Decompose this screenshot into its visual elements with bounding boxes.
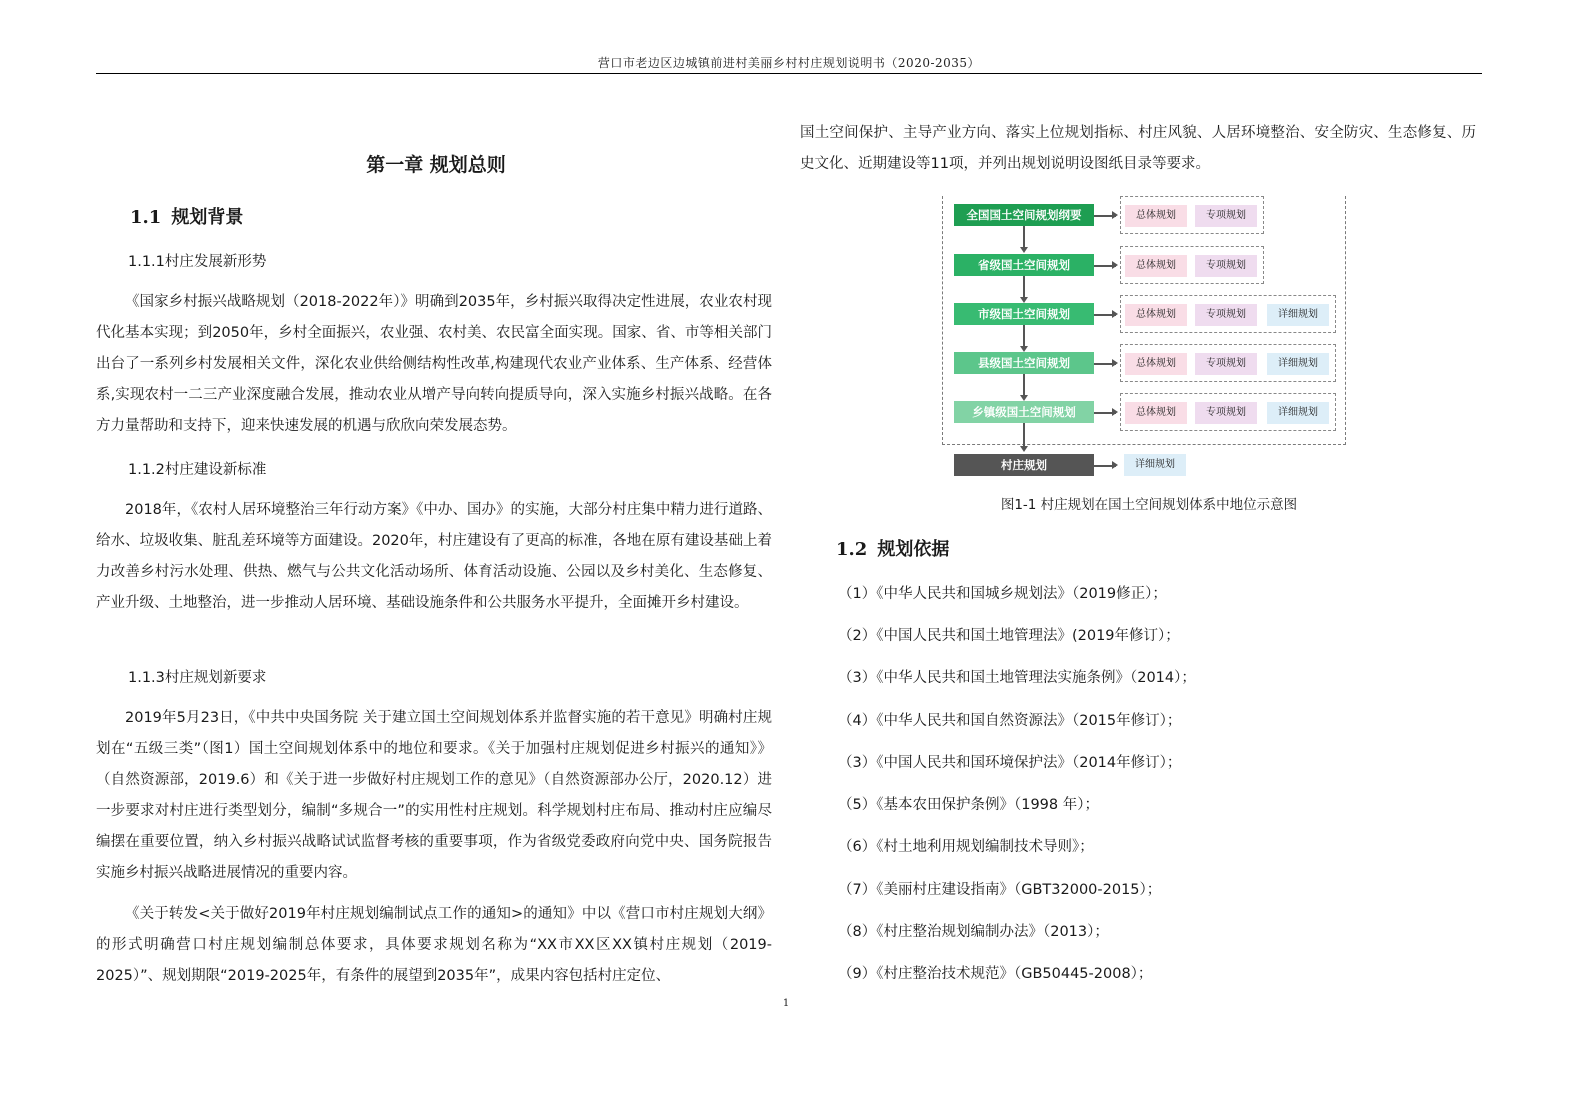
subsection-heading-1-1-1: 1.1.1村庄发展新形势 [128,254,267,270]
arrow-right [1094,412,1116,414]
paragraph-construction-standard: 2018年，《农村人居环境整治三年行动方案》《中办、国办》的实施，大部分村庄集中精力进行道路、给水、垃圾收集、脏乱差环境等方面建设。2020年，村庄建设有了更高的标准，各地在原有建设基础上着力改善乡村污水处理、供热、燃气与公共文化活动场所、体育活动设施、公园以及乡村美化、生态修复、产业升级、土地整治，进一步推动人居环境、基础设施条件和公共服务水平提升，全面摊开乡村建设。 [96,502,772,611]
arrow-right [1094,314,1116,316]
connector-line [1023,226,1025,248]
arrow-down [1020,247,1028,253]
level-village: 村庄规划 [954,454,1094,476]
arrow-right [1094,265,1116,267]
section-number: 1.1 [130,207,162,228]
paragraph-development-trend: 《国家乡村振兴战略规划（2018-2022年）》明确到2035年，乡村振兴取得决定性进展，农业农村现代化基本实现；到2050年，乡村全面振兴，农业强、农村美、农民富全面实现。国家、省、市等相关部门出台了一系列乡村发展相关文件，深化农业供给侧结构性改革,构建现代农业产业体系、生产体系、经营体系,实现农村一二三产业深度融合发展，推动农业从增产导向转向提质导向，深入实施乡村振兴战略。在各方力量帮助和支持下，迎来快速发展的机遇与欣欣向荣发展态势。 [96,294,772,434]
section-title: 规划背景 [171,207,244,228]
basis-item: （3）《中国人民共和国环境保护法》（2014年修订）； [838,755,1182,771]
basis-item: （9）《村庄整治技术规范》（GB50445-2008）； [838,966,1153,982]
page-number: 1 [782,998,790,1009]
tag-master-plan: 总体规划 [1125,205,1187,227]
arrow-right [1094,363,1116,365]
plan-type-group-municipal [1120,295,1336,333]
level-county: 县级国土空间规划 [954,352,1094,374]
plan-type-group-national [1120,196,1264,234]
paragraph-yingkou-outline-continued: 国土空间保护、主导产业方向、落实上位规划指标、村庄风貌、人居环境整治、安全防灾、生态修复、历史文化、近期建设等11项，并列出规划说明设图纸目录等要求。 [800,125,1476,172]
paragraph-planning-requirement: 2019年5月23日，《中共中央国务院 关于建立国土空间规划体系并监督实施的若干意见》明确村庄规划在“五级三类”（图1）国土空间规划体系中的地位和要求。《关于加强村庄规划促进乡村振兴的通知》》（自然资源部，2019.6）和《关于进一步做好村庄规划工作的意见》（自然资源部办公厅，2020.12）进一步要求对村庄进行类型划分，编制“多规合一”的实用性村庄规划。科学规划村庄布局、推动村庄应编尽编摆在重要位置，纳入乡村振兴战略试试监督考核的重要事项，作为省级党委政府向党中央、国务院报告实施乡村振兴战略进展情况的重要内容。 [96,710,772,881]
tag-detailed-plan: 详细规划 [1267,353,1329,375]
section-title: 规划依据 [877,539,950,560]
level-provincial: 省级国土空间规划 [954,254,1094,276]
tag-master-plan: 总体规划 [1125,255,1187,277]
plan-type-group-provincial [1120,246,1264,284]
tag-master-plan: 总体规划 [1125,304,1187,326]
connector-line [1023,276,1025,298]
subsection-heading-1-1-2: 1.1.2村庄建设新标准 [128,462,267,478]
basis-item: （5）《基本农田保护条例》（1998 年）； [838,797,1099,813]
level-township: 乡镇级国土空间规划 [954,401,1094,423]
tag-detailed-plan: 详细规划 [1267,304,1329,326]
basis-item: （1）《中华人民共和国城乡规划法》（2019修正）； [838,586,1167,602]
arrow-right [1094,465,1116,467]
plan-type-group-township [1120,393,1336,431]
paragraph-yingkou-outline: 《关于转发<关于做好2019年村庄规划编制试点工作的通知>的通知》中以《营口市村庄规划大纲》的形式明确营口村庄规划编制总体要求，具体要求规划名称为“XX市XX区XX镇村庄规划（2019-2025）”、规划期限“2019-2025年，有条件的展望到2035年”，成果内容包括村庄定位、 [96,906,772,984]
connector-line [1023,423,1025,447]
basis-item: （6）《村土地利用规划编制技术导则》； [838,839,1094,855]
level-municipal: 市级国土空间规划 [954,303,1094,325]
connector-line [1023,325,1025,347]
tag-special-plan: 专项规划 [1195,205,1257,227]
basis-item: （4）《中华人民共和国自然资源法》（2015年修订）； [838,713,1182,729]
basis-item: （2）《中国人民共和国土地管理法》(2019年修订）； [838,628,1180,644]
planning-hierarchy-diagram [940,192,1350,482]
tag-detailed-plan: 详细规划 [1124,454,1186,476]
tag-master-plan: 总体规划 [1125,402,1187,424]
basis-item: （3）《中华人民共和国土地管理法实施条例》（2014）； [838,670,1196,686]
plan-type-group-county [1120,344,1336,382]
tag-special-plan: 专项规划 [1195,304,1257,326]
running-header: 营口市老边区边城镇前进村美丽乡村村庄规划说明书（2020-2035） [597,56,981,70]
arrow-down [1020,446,1028,452]
arrow-right [1094,215,1116,217]
connector-line [1023,374,1025,396]
section-number: 1.2 [836,539,868,560]
tag-special-plan: 专项规划 [1195,402,1257,424]
figure-caption: 图1-1 村庄规划在国土空间规划体系中地位示意图 [1000,497,1298,513]
tag-detailed-plan: 详细规划 [1267,402,1329,424]
chapter-title: 第一章 规划总则 [366,154,506,176]
level-national: 全国国土空间规划纲要 [954,204,1094,226]
tag-special-plan: 专项规划 [1195,255,1257,277]
section-heading-1-2 [836,535,949,561]
header-rule [96,73,1482,74]
tag-special-plan: 专项规划 [1195,353,1257,375]
basis-item: （8）《村庄整治规划编制办法》（2013）； [838,924,1109,940]
basis-item: （7）《美丽村庄建设指南》（GBT32000-2015）； [838,882,1162,898]
tag-master-plan: 总体规划 [1125,353,1187,375]
section-heading-1-1 [130,203,243,229]
subsection-heading-1-1-3: 1.1.3村庄规划新要求 [128,670,267,686]
